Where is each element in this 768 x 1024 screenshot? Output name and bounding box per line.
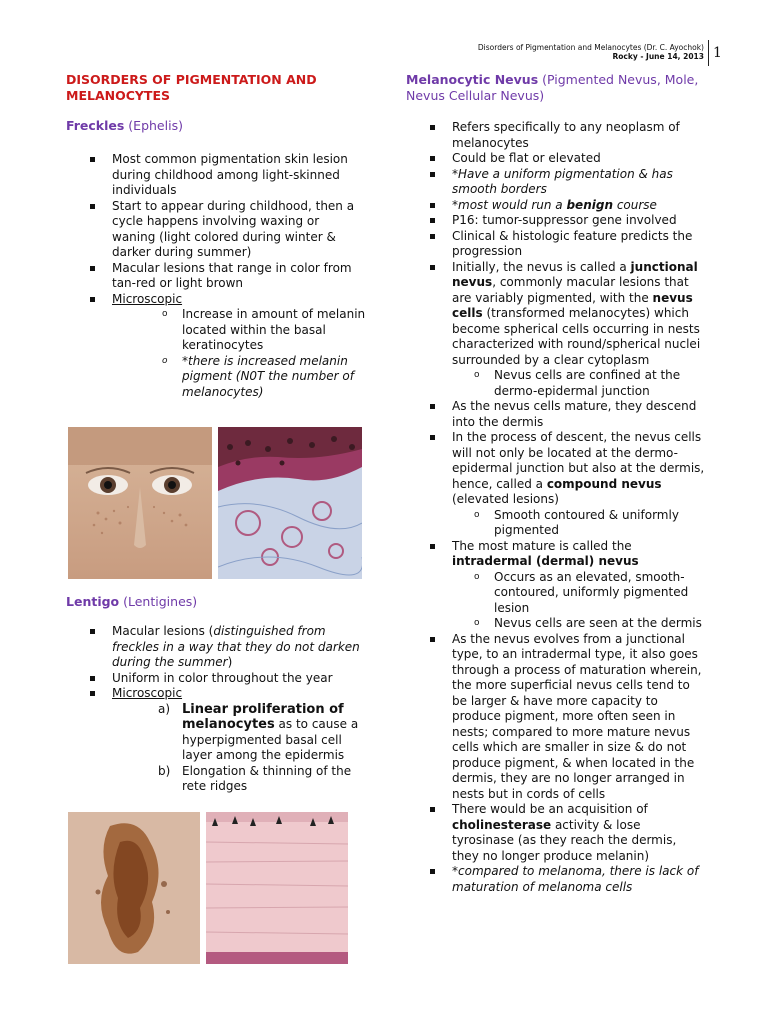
- page-header: [478, 43, 704, 61]
- freckles-subtitle: (Ephelis): [128, 118, 183, 133]
- sub-list: [448, 508, 706, 539]
- sub-list: [448, 368, 706, 399]
- nevus-list: [406, 120, 706, 895]
- list-item: o Nevus cells are confined at the dermo-epidermal junction: [448, 368, 706, 399]
- text-segment: (elevated lesions): [452, 492, 559, 506]
- text-segment: intradermal (dermal) nevus: [452, 554, 639, 568]
- list-item: As the nevus evolves from a junctional type, to an intradermal type, it also goes through a process of maturation wherein, the more superficial nevus cells tend to be larger & have more capacity to produce pigment, more often seen in nests; compared to more mature nevus cells which are smaller in size & do not produce pigment, & when located in the dermis, they are no longer arranged in nests but in cords of cells: [406, 632, 706, 803]
- list-item: [66, 624, 366, 671]
- freckles-title: Freckles: [66, 118, 125, 133]
- text-segment: benign: [566, 197, 613, 212]
- lentigo-title: Lentigo: [66, 594, 120, 609]
- lentigo-section: [66, 594, 366, 795]
- page-number: 1: [713, 45, 722, 61]
- list-item: [406, 539, 706, 632]
- text-segment: activity & lose tyrosinase (as they reach the dermis, they no longer produce melanin): [452, 817, 677, 863]
- text-segment: cholinesterase: [452, 817, 552, 832]
- freckles-face-photo: [68, 427, 212, 579]
- document-title: [66, 72, 366, 104]
- text-segment: distinguished from freckles in a way that they do not darken during the summer: [112, 624, 360, 669]
- list-item: *compared to melanoma, there is lack of maturation of melanoma cells: [406, 864, 706, 895]
- nevus-subtitle: (Pigmented Nevus, Mole, Nevus Cellular Nevus): [406, 72, 699, 103]
- list-item: o Smooth contoured & uniformly pigmented: [448, 508, 706, 539]
- text-segment: There would be an acquisition of: [452, 802, 648, 816]
- list-item: Most common pigmentation skin lesion during childhood among light-skinned individuals: [66, 152, 366, 199]
- text-segment: Linear proliferation of melanocytes: [182, 701, 344, 732]
- text-segment: as to cause a hyperpigmented basal cell layer among the epidermis: [182, 717, 359, 762]
- text-segment: course: [613, 197, 657, 212]
- title-line-2: MELANOCYTES: [66, 88, 170, 103]
- nevus-title: Melanocytic Nevus: [406, 72, 539, 87]
- list-item: [406, 430, 706, 539]
- list-item: [66, 686, 366, 795]
- lentigo-heading: [66, 594, 366, 610]
- list-item: [66, 292, 366, 401]
- list-item: Could be flat or elevated: [406, 151, 706, 167]
- text-segment: nevus cells: [452, 290, 693, 320]
- list-marker: b): [158, 763, 171, 778]
- lentigo-skin-photo: [68, 812, 200, 964]
- header-divider: [708, 40, 709, 66]
- lentigo-subtitle: (Lentigines): [123, 594, 198, 609]
- header-author-date: Rocky - June 14, 2013: [612, 52, 704, 61]
- left-column: [66, 72, 366, 400]
- list-item: Clinical & histologic feature predicts the progression: [406, 229, 706, 260]
- microscopic-label: Microscopic: [112, 686, 183, 700]
- sub-list: [448, 570, 706, 632]
- text-segment: compound nevus: [546, 476, 662, 491]
- list-item: o *there is increased melanin pigment (N0T the number of melanocytes): [136, 354, 366, 401]
- text-segment: junctional nevus: [452, 259, 698, 289]
- list-item: Refers specifically to any neoplasm of melanocytes: [406, 120, 706, 151]
- list-item: o Occurs as an elevated, smooth-contoured, uniformly pigmented lesion: [448, 570, 706, 617]
- nevus-heading: [406, 72, 706, 104]
- text-segment: Initially, the nevus is called a: [452, 259, 631, 274]
- list-item: [406, 802, 706, 864]
- list-marker: a): [158, 701, 171, 716]
- header-title: Disorders of Pigmentation and Melanocytes (Dr. C. Ayochok): [477, 43, 704, 52]
- lentigo-histology-image: [206, 812, 348, 964]
- list-item: As the nevus cells mature, they descend into the dermis: [406, 399, 706, 430]
- lentigo-micro-list: [136, 702, 366, 795]
- list-item: Uniform in color throughout the year: [66, 671, 366, 687]
- list-item: Start to appear during childhood, then a cycle happens involving waxing or waning (light colored during winter & darker during summer): [66, 199, 366, 261]
- text-segment: The most mature is called the: [452, 538, 632, 553]
- list-item: [406, 198, 706, 214]
- freckles-micro-list: [136, 307, 366, 400]
- list-item: Macular lesions that range in color from tan-red or light brown: [66, 261, 366, 292]
- lentigo-list: [66, 624, 366, 795]
- freckles-heading: [66, 118, 366, 134]
- list-item: [136, 702, 366, 764]
- title-line-1: DISORDERS OF PIGMENTATION AND: [66, 72, 317, 87]
- text-segment: , commonly macular lesions that are variably pigmented, with the: [452, 275, 689, 305]
- list-item: P16: tumor-suppressor gene involved: [406, 213, 706, 229]
- list-item: [136, 764, 366, 795]
- list-item: o Nevus cells are seen at the dermis: [448, 616, 706, 632]
- microscopic-label: Microscopic: [112, 291, 183, 306]
- text-segment: Elongation & thinning of the rete ridges: [182, 763, 352, 793]
- text-segment: ): [227, 655, 233, 669]
- right-column: [406, 72, 706, 895]
- text-segment: *most would run a: [452, 197, 567, 212]
- list-item: *Have a uniform pigmentation & has smooth borders: [406, 167, 706, 198]
- freckles-list: [66, 152, 366, 400]
- freckles-histology-image: [218, 427, 362, 579]
- list-item: o Increase in amount of melanin located within the basal keratinocytes: [136, 307, 366, 354]
- text-segment: In the process of descent, the nevus cells will not only be located at the dermo-epidermal junction but also at the dermis, hence, called a: [452, 430, 705, 491]
- text-segment: Macular lesions (: [112, 624, 214, 638]
- text-segment: (transformed melanocytes) which become spherical cells occurring in nests characterized with round/spherical nuclei surrounded by a clear cytoplasm: [452, 306, 701, 367]
- list-item: [406, 260, 706, 400]
